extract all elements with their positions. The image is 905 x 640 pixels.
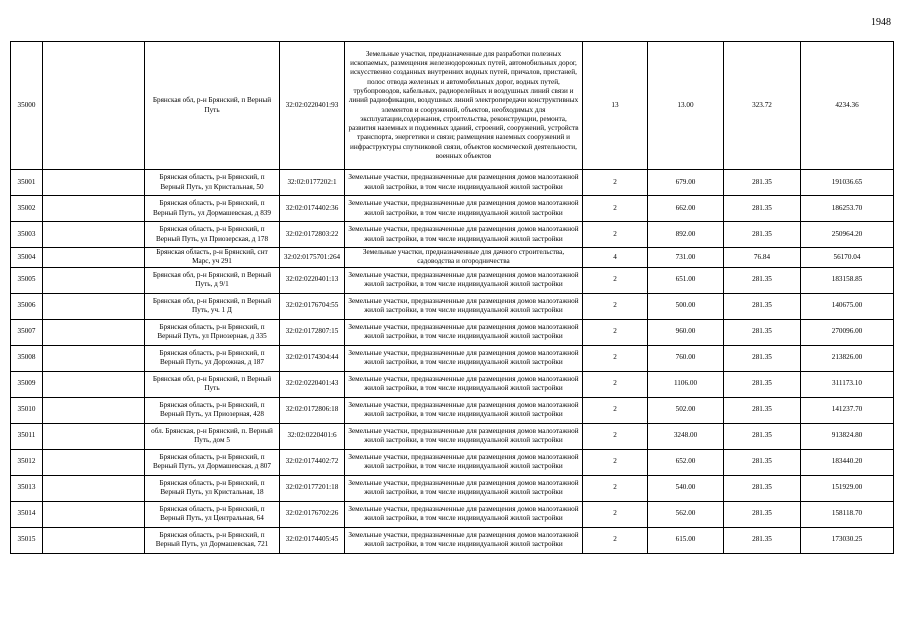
land-use-cell: Земельные участки, предназначенные для дачного строительства, садоводства и огородничества: [345, 248, 583, 268]
empty-cell: [43, 222, 145, 248]
cadastral-number-cell: 32:02:0172803:22: [280, 222, 345, 248]
cadastral-number-cell: 32:02:0177201:18: [280, 475, 345, 501]
empty-cell: [43, 501, 145, 527]
group-cell: 4: [583, 248, 648, 268]
land-use-cell: Земельные участки, предназначенные для размещения домов малоэтажной жилой застройки, в том числе индивидуальной жилой застройки: [345, 397, 583, 423]
empty-cell: [43, 248, 145, 268]
table-row: [11, 222, 894, 248]
row-number-cell: 35006: [11, 293, 43, 319]
address-cell: Брянская область, р-н Брянский, п Верный Путь, ул Дормашевская, д 807: [145, 449, 280, 475]
group-cell: 13: [583, 42, 648, 170]
row-number-cell: 35009: [11, 371, 43, 397]
empty-cell: [43, 170, 145, 196]
row-number-cell: 35004: [11, 248, 43, 268]
value-cell: 140675.00: [801, 293, 894, 319]
cadastral-number-cell: 32:02:0174405:45: [280, 527, 345, 553]
table-row: [11, 449, 894, 475]
empty-cell: [43, 475, 145, 501]
table-row: [11, 345, 894, 371]
address-cell: Брянская область, р-н Брянский, п Верный Путь, ул Дормашевская, д 839: [145, 196, 280, 222]
area-cell: 651.00: [648, 267, 724, 293]
group-cell: 2: [583, 501, 648, 527]
row-number-cell: 35012: [11, 449, 43, 475]
cadastral-number-cell: 32:02:0220401:43: [280, 371, 345, 397]
area-cell: 662.00: [648, 196, 724, 222]
address-cell: Брянская область, р-н Брянский, п Верный Путь, ул Кристальная, 18: [145, 475, 280, 501]
cadastral-number-cell: 32:02:0172807:15: [280, 319, 345, 345]
table-row: [11, 42, 894, 170]
value-cell: 173030.25: [801, 527, 894, 553]
value-cell: 913824.80: [801, 423, 894, 449]
value-cell: 191036.65: [801, 170, 894, 196]
area-cell: 679.00: [648, 170, 724, 196]
cadastral-number-cell: 32:02:0175701:264: [280, 248, 345, 268]
cadastral-number-cell: 32:02:0172806:18: [280, 397, 345, 423]
table-row: [11, 248, 894, 268]
empty-cell: [43, 293, 145, 319]
value-cell: 56170.04: [801, 248, 894, 268]
value-cell: 183440.20: [801, 449, 894, 475]
rate-cell: 281.35: [724, 319, 801, 345]
empty-cell: [43, 527, 145, 553]
area-cell: 892.00: [648, 222, 724, 248]
area-cell: 960.00: [648, 319, 724, 345]
address-cell: Брянская область, р-н Брянский, п Верный Путь, ул Центральная, 64: [145, 501, 280, 527]
empty-cell: [43, 449, 145, 475]
table-body: [11, 42, 894, 554]
address-cell: Брянская обл, р-н Брянский, п Верный Путь, д 9/1: [145, 267, 280, 293]
area-cell: 3248.00: [648, 423, 724, 449]
value-cell: 151929.00: [801, 475, 894, 501]
land-use-cell: Земельные участки, предназначенные для размещения домов малоэтажной жилой застройки, в том числе индивидуальной жилой застройки: [345, 170, 583, 196]
empty-cell: [43, 423, 145, 449]
address-cell: Брянская обл, р-н Брянский, п Верный Путь, уч. 1 Д: [145, 293, 280, 319]
cadastral-number-cell: 32:02:0176702:26: [280, 501, 345, 527]
value-cell: 4234.36: [801, 42, 894, 170]
table-row: [11, 475, 894, 501]
cadastral-value-table: [10, 41, 894, 554]
land-use-cell: Земельные участки, предназначенные для размещения домов малоэтажной жилой застройки, в том числе индивидуальной жилой застройки: [345, 423, 583, 449]
land-use-cell: Земельные участки, предназначенные для размещения домов малоэтажной жилой застройки, в том числе индивидуальной жилой застройки: [345, 527, 583, 553]
row-number-cell: 35015: [11, 527, 43, 553]
area-cell: 502.00: [648, 397, 724, 423]
land-use-cell: Земельные участки, предназначенные для размещения домов малоэтажной жилой застройки, в том числе индивидуальной жилой застройки: [345, 293, 583, 319]
rate-cell: 281.35: [724, 475, 801, 501]
row-number-cell: 35008: [11, 345, 43, 371]
address-cell: Брянская область, р-н Брянский, п Верный Путь, ул Приозерская, д 178: [145, 222, 280, 248]
table-row: [11, 501, 894, 527]
table-row: [11, 527, 894, 553]
cadastral-number-cell: 32:02:0177202:1: [280, 170, 345, 196]
table-row: [11, 371, 894, 397]
rate-cell: 76.84: [724, 248, 801, 268]
land-use-cell: Земельные участки, предназначенные для размещения домов малоэтажной жилой застройки, в том числе индивидуальной жилой застройки: [345, 449, 583, 475]
value-cell: 141237.70: [801, 397, 894, 423]
group-cell: 2: [583, 319, 648, 345]
empty-cell: [43, 196, 145, 222]
area-cell: 500.00: [648, 293, 724, 319]
row-number-cell: 35001: [11, 170, 43, 196]
address-cell: Брянская область, р-н Брянский, п Верный Путь, ул Дормашевская, 721: [145, 527, 280, 553]
value-cell: 311173.10: [801, 371, 894, 397]
row-number-cell: 35014: [11, 501, 43, 527]
page-number: 1948: [871, 17, 891, 28]
address-cell: Брянская обл, р-н Брянский, п Верный Путь: [145, 42, 280, 170]
cadastral-number-cell: 32:02:0174402:72: [280, 449, 345, 475]
address-cell: обл. Брянская, р-н Брянский, п. Верный Путь, дом 5: [145, 423, 280, 449]
group-cell: 2: [583, 196, 648, 222]
rate-cell: 281.35: [724, 527, 801, 553]
land-use-cell: Земельные участки, предназначенные для размещения домов малоэтажной жилой застройки, в том числе индивидуальной жилой застройки: [345, 371, 583, 397]
value-cell: 183158.85: [801, 267, 894, 293]
group-cell: 2: [583, 423, 648, 449]
rate-cell: 281.35: [724, 371, 801, 397]
row-number-cell: 35010: [11, 397, 43, 423]
cadastral-number-cell: 32:02:0174304:44: [280, 345, 345, 371]
rate-cell: 281.35: [724, 449, 801, 475]
row-number-cell: 35013: [11, 475, 43, 501]
group-cell: 2: [583, 397, 648, 423]
address-cell: Брянская обл, р-н Брянский, п Верный Путь: [145, 371, 280, 397]
value-cell: 250964.20: [801, 222, 894, 248]
value-cell: 213826.00: [801, 345, 894, 371]
area-cell: 562.00: [648, 501, 724, 527]
land-use-cell: Земельные участки, предназначенные для размещения домов малоэтажной жилой застройки, в том числе индивидуальной жилой застройки: [345, 196, 583, 222]
row-number-cell: 35007: [11, 319, 43, 345]
area-cell: 731.00: [648, 248, 724, 268]
row-number-cell: 35000: [11, 42, 43, 170]
table-row: [11, 293, 894, 319]
table-row: [11, 319, 894, 345]
land-use-cell: Земельные участки, предназначенные для разработки полезных ископаемых, размещения железнодорожных путей, автомобильных дорог, искусственно созданных внутренних водных путей, причалов, пристаней, полос отвода железных и автомобильных дорог, водных путей, трубопроводов, кабельных, радиорелейных и воздушных линий связи и линий радиофикации, воздушных линий электропередачи конструктивных элементов и сооружений, объектов, необходимых для эксплуатации,содержания, строительства, реконструкции, ремонта, развития наземных и подземных зданий, строений, сооружений, устройств транспорта, энергетики и связи; размещения наземных сооружений и инфраструктуры спутниковой связи, объектов космической деятельности, военных объектов: [345, 42, 583, 170]
cadastral-number-cell: 32:02:0220401:6: [280, 423, 345, 449]
row-number-cell: 35003: [11, 222, 43, 248]
address-cell: Брянская область, р-н Брянский, п Верный Путь, ул Приозерная, 428: [145, 397, 280, 423]
empty-cell: [43, 267, 145, 293]
rate-cell: 281.35: [724, 293, 801, 319]
land-use-cell: Земельные участки, предназначенные для размещения домов малоэтажной жилой застройки, в том числе индивидуальной жилой застройки: [345, 475, 583, 501]
rate-cell: 281.35: [724, 170, 801, 196]
address-cell: Брянская область, р-н Брянский, п Верный Путь, ул Кристальная, 50: [145, 170, 280, 196]
address-cell: Брянская область, р-н Брянский, п Верный Путь, ул Приозерная, д 335: [145, 319, 280, 345]
rate-cell: 281.35: [724, 267, 801, 293]
table-row: [11, 267, 894, 293]
row-number-cell: 35011: [11, 423, 43, 449]
table-row: [11, 397, 894, 423]
rate-cell: 281.35: [724, 345, 801, 371]
group-cell: 2: [583, 267, 648, 293]
group-cell: 2: [583, 222, 648, 248]
area-cell: 615.00: [648, 527, 724, 553]
empty-cell: [43, 345, 145, 371]
empty-cell: [43, 319, 145, 345]
address-cell: Брянская область, р-н Брянский, п Верный Путь, ул Дорожная, д 187: [145, 345, 280, 371]
rate-cell: 281.35: [724, 423, 801, 449]
address-cell: Брянская область, р-н Брянский, снт Марс, уч 291: [145, 248, 280, 268]
area-cell: 13.00: [648, 42, 724, 170]
land-use-cell: Земельные участки, предназначенные для размещения домов малоэтажной жилой застройки, в том числе индивидуальной жилой застройки: [345, 319, 583, 345]
cadastral-number-cell: 32:02:0220401:13: [280, 267, 345, 293]
value-cell: 186253.70: [801, 196, 894, 222]
rate-cell: 281.35: [724, 501, 801, 527]
group-cell: 2: [583, 293, 648, 319]
area-cell: 540.00: [648, 475, 724, 501]
empty-cell: [43, 371, 145, 397]
table-row: [11, 423, 894, 449]
land-use-cell: Земельные участки, предназначенные для размещения домов малоэтажной жилой застройки, в том числе индивидуальной жилой застройки: [345, 501, 583, 527]
group-cell: 2: [583, 475, 648, 501]
rate-cell: 281.35: [724, 222, 801, 248]
area-cell: 760.00: [648, 345, 724, 371]
table-row: [11, 196, 894, 222]
rate-cell: 281.35: [724, 196, 801, 222]
value-cell: 158118.70: [801, 501, 894, 527]
value-cell: 270096.00: [801, 319, 894, 345]
empty-cell: [43, 42, 145, 170]
group-cell: 2: [583, 371, 648, 397]
land-use-cell: Земельные участки, предназначенные для размещения домов малоэтажной жилой застройки, в том числе индивидуальной жилой застройки: [345, 345, 583, 371]
group-cell: 2: [583, 527, 648, 553]
group-cell: 2: [583, 345, 648, 371]
cadastral-number-cell: 32:02:0174402:36: [280, 196, 345, 222]
cadastral-number-cell: 32:02:0176704:55: [280, 293, 345, 319]
group-cell: 2: [583, 170, 648, 196]
area-cell: 1106.00: [648, 371, 724, 397]
rate-cell: 281.35: [724, 397, 801, 423]
row-number-cell: 35005: [11, 267, 43, 293]
land-use-cell: Земельные участки, предназначенные для размещения домов малоэтажной жилой застройки, в том числе индивидуальной жилой застройки: [345, 267, 583, 293]
empty-cell: [43, 397, 145, 423]
rate-cell: 323.72: [724, 42, 801, 170]
land-use-cell: Земельные участки, предназначенные для размещения домов малоэтажной жилой застройки, в том числе индивидуальной жилой застройки: [345, 222, 583, 248]
area-cell: 652.00: [648, 449, 724, 475]
row-number-cell: 35002: [11, 196, 43, 222]
group-cell: 2: [583, 449, 648, 475]
table-row: [11, 170, 894, 196]
cadastral-number-cell: 32:02:0220401:93: [280, 42, 345, 170]
